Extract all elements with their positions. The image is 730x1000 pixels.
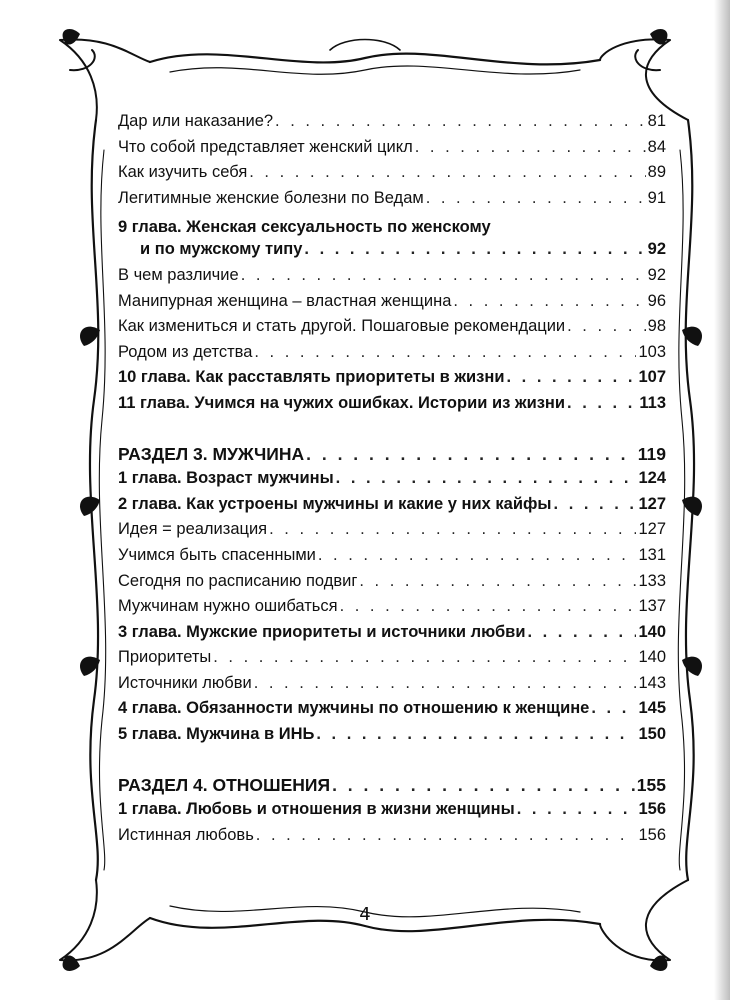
toc-page: 107 xyxy=(638,368,666,387)
toc-entry xyxy=(118,163,666,189)
toc-title: Мужчинам нужно ошибаться xyxy=(118,597,338,616)
toc-leader-dots xyxy=(241,266,646,285)
toc-entry xyxy=(118,546,666,572)
toc-title: 10 глава. Как расставлять приоритеты в жизни xyxy=(118,368,505,387)
toc-leader-dots xyxy=(332,775,635,796)
toc-page: 92 xyxy=(647,265,666,284)
toc-entry xyxy=(118,343,666,369)
toc-leader-dots xyxy=(591,699,636,718)
toc-entry xyxy=(118,826,666,852)
section-gap xyxy=(118,420,666,444)
toc-leader-dots xyxy=(517,800,637,819)
toc-leader-dots xyxy=(306,444,636,465)
toc-page: 127 xyxy=(638,520,666,539)
toc-leader-dots xyxy=(304,240,645,259)
toc-entry xyxy=(118,112,666,138)
toc-leader-dots xyxy=(340,597,637,616)
toc-title: 2 глава. Как устроены мужчины и какие у них кайфы xyxy=(118,494,552,513)
toc-title: Родом из детства xyxy=(118,342,253,361)
toc-leader-dots xyxy=(426,189,646,208)
toc-title: 5 глава. Мужчина в ИНЬ xyxy=(118,725,315,744)
toc-title: Как измениться и стать другой. Пошаговые рекомендации xyxy=(118,317,566,336)
toc-page: 140 xyxy=(638,622,666,641)
toc-entry xyxy=(118,495,666,521)
toc-entry xyxy=(118,800,666,826)
toc-page: 113 xyxy=(639,393,666,412)
toc-page: 145 xyxy=(638,699,666,718)
toc-entry xyxy=(118,266,666,292)
toc-entry xyxy=(118,394,666,420)
toc-leader-dots xyxy=(527,623,636,642)
toc-page: 119 xyxy=(637,443,666,464)
toc-leader-dots xyxy=(318,546,637,565)
toc-leader-dots xyxy=(507,368,637,387)
toc-entry xyxy=(118,520,666,546)
toc-title: 1 глава. Возраст мужчины xyxy=(118,469,334,488)
toc-page: 150 xyxy=(638,725,666,744)
toc-leader-dots xyxy=(275,112,646,131)
toc-leader-dots xyxy=(567,317,646,336)
toc-title: Приоритеты xyxy=(118,648,212,667)
toc-leader-dots xyxy=(554,495,637,514)
toc-leader-dots xyxy=(269,520,636,539)
toc-section-3 xyxy=(118,444,666,470)
toc-entry xyxy=(118,189,666,215)
toc-page: 156 xyxy=(638,825,666,844)
toc-leader-dots xyxy=(336,469,637,488)
toc-title: В чем различие xyxy=(118,265,239,284)
toc-page: 131 xyxy=(638,545,666,564)
toc-group-2 xyxy=(118,266,666,420)
toc-group-4 xyxy=(118,800,666,851)
toc-entry xyxy=(118,138,666,164)
toc-title: Истинная любовь xyxy=(118,825,254,844)
toc-page: 124 xyxy=(638,469,666,488)
toc-title: Идея = реализация xyxy=(118,520,268,539)
toc-chapter-9-line-2 xyxy=(118,240,666,266)
page-number: 4 xyxy=(359,904,371,925)
toc-title: Дар или наказание? xyxy=(118,112,274,130)
toc-entry xyxy=(118,368,666,394)
toc-entry xyxy=(118,469,666,495)
toc-title: Манипурная женщина – властная женщина xyxy=(118,291,452,310)
table-of-contents xyxy=(118,112,666,851)
toc-entry xyxy=(118,674,666,700)
toc-leader-dots xyxy=(567,394,637,413)
toc-title: Что собой представляет женский цикл xyxy=(118,137,413,156)
book-spine-shadow xyxy=(714,0,730,1000)
toc-entry xyxy=(118,572,666,598)
toc-leader-dots xyxy=(359,572,636,591)
toc-title: Источники любви xyxy=(118,673,252,692)
toc-page: 137 xyxy=(638,597,666,616)
toc-leader-dots xyxy=(256,826,637,845)
toc-title: 1 глава. Любовь и отношения в жизни женщины xyxy=(118,800,515,819)
toc-entry xyxy=(118,725,666,751)
toc-title: Легитимные женские болезни по Ведам xyxy=(118,188,424,207)
toc-group-1 xyxy=(118,112,666,214)
toc-title: Как изучить себя xyxy=(118,163,248,182)
toc-group-3 xyxy=(118,469,666,751)
toc-entry xyxy=(118,648,666,674)
toc-section-4 xyxy=(118,775,666,801)
toc-title: 4 глава. Обязанности мужчины по отношению к женщине xyxy=(118,699,590,718)
toc-page: 96 xyxy=(647,291,666,310)
toc-page: 155 xyxy=(636,774,666,795)
toc-leader-dots xyxy=(453,292,645,311)
toc-leader-dots xyxy=(254,674,637,693)
toc-entry xyxy=(118,597,666,623)
toc-leader-dots xyxy=(415,138,646,157)
toc-page: 127 xyxy=(638,494,666,513)
toc-page: 140 xyxy=(638,648,666,667)
toc-entry xyxy=(118,292,666,318)
toc-page: 98 xyxy=(647,317,666,336)
toc-title: и по мужскому типу xyxy=(140,240,303,259)
toc-leader-dots xyxy=(213,648,636,667)
toc-title: 3 глава. Мужские приоритеты и источники любви xyxy=(118,622,526,641)
toc-page: 156 xyxy=(638,800,666,819)
toc-entry xyxy=(118,699,666,725)
toc-title: Сегодня по расписанию подвиг xyxy=(118,571,358,590)
toc-page: 133 xyxy=(638,571,666,590)
toc-page: 143 xyxy=(638,673,666,692)
toc-page: 92 xyxy=(647,240,666,259)
toc-title: РАЗДЕЛ 4. ОТНОШЕНИЯ xyxy=(118,774,331,795)
toc-entry xyxy=(118,623,666,649)
toc-title: РАЗДЕЛ 3. МУЖЧИНА xyxy=(118,443,305,464)
toc-page: 84 xyxy=(647,137,666,156)
toc-leader-dots xyxy=(316,725,636,744)
toc-page: 81 xyxy=(647,112,666,130)
toc-page: 89 xyxy=(647,163,666,182)
toc-chapter-9-line-1: 9 глава. Женская сексуальность по женскому xyxy=(118,218,491,237)
toc-page: 103 xyxy=(638,342,666,361)
toc-title: Учимся быть спасенными xyxy=(118,545,316,564)
toc-page: 91 xyxy=(647,188,666,207)
toc-leader-dots xyxy=(254,343,636,362)
toc-entry xyxy=(118,317,666,343)
toc-title: 11 глава. Учимся на чужих ошибках. Истории из жизни xyxy=(118,393,566,412)
section-gap xyxy=(118,751,666,775)
toc-leader-dots xyxy=(249,163,645,182)
